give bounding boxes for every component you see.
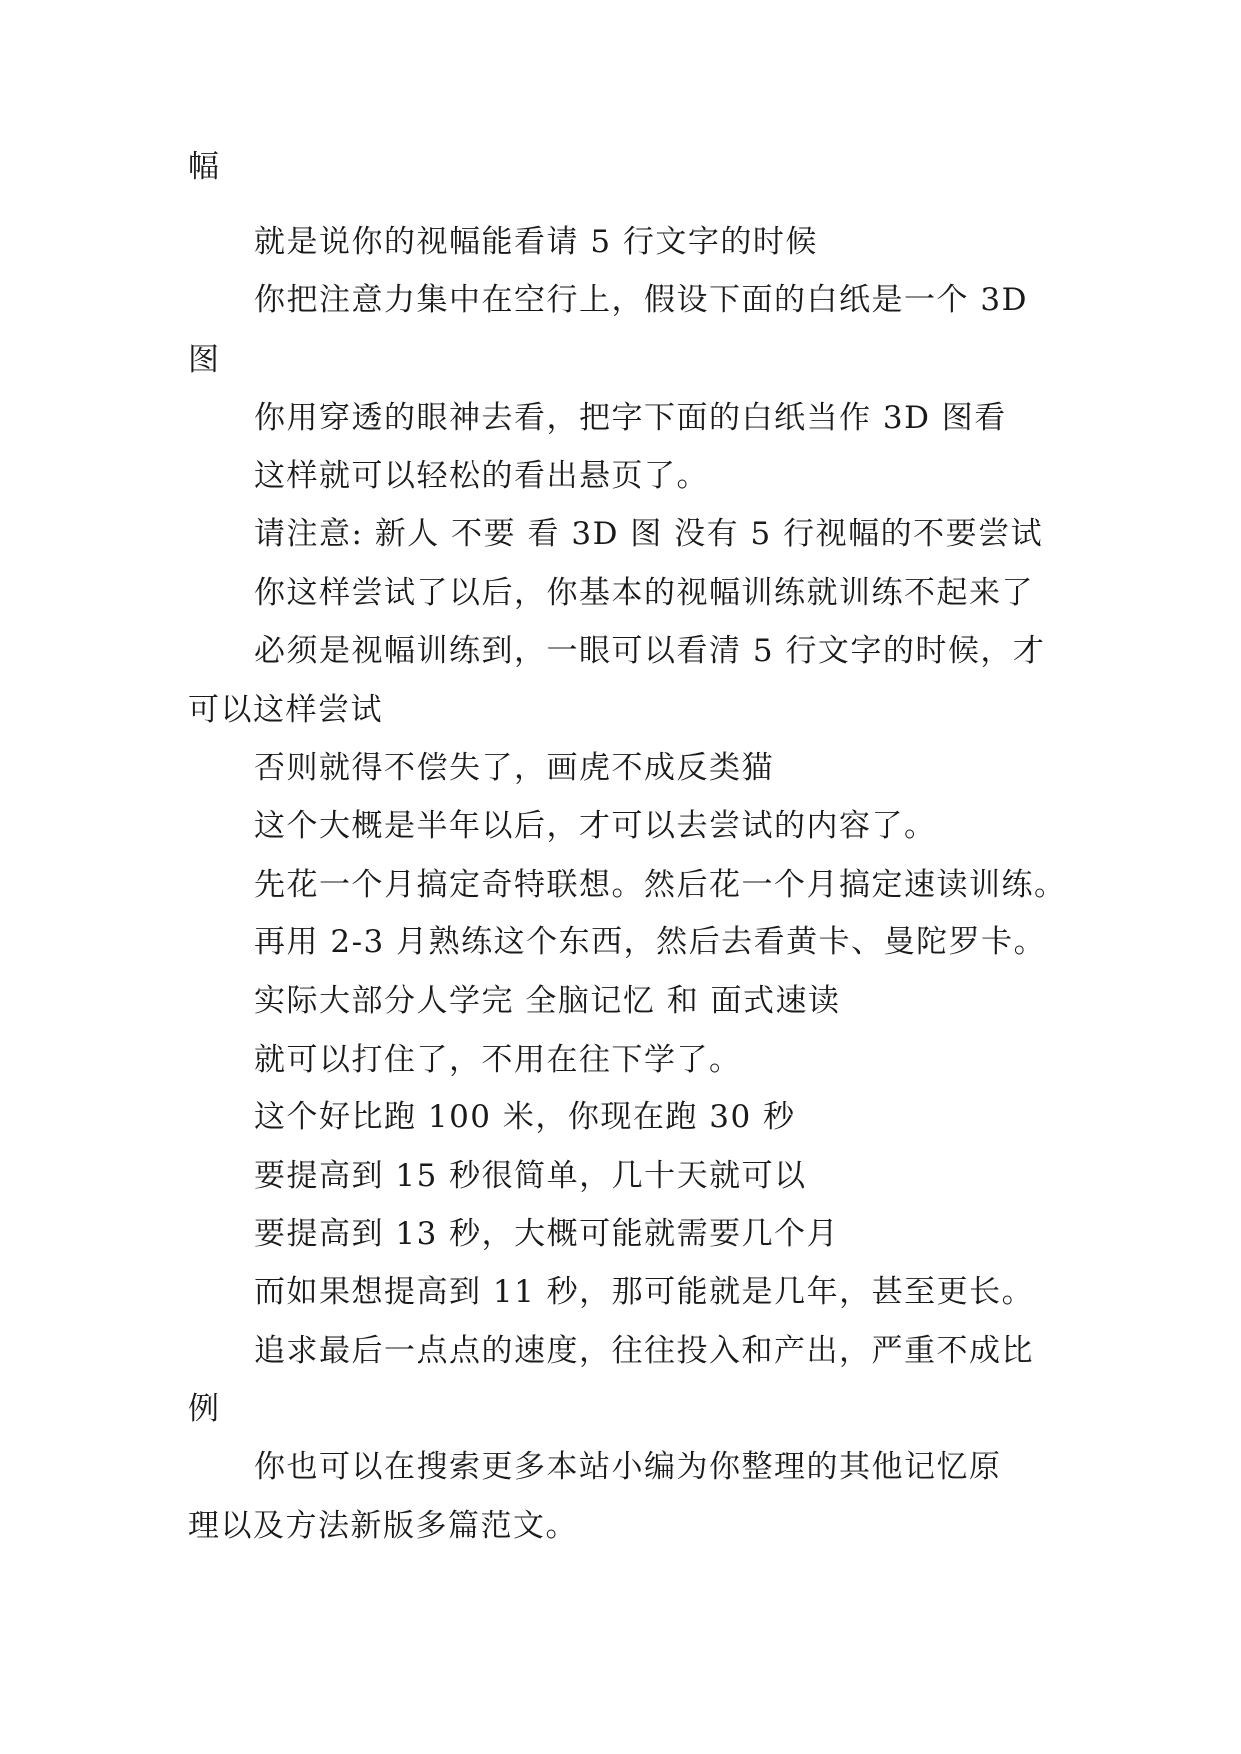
text-line: 就是说你的视幅能看请 5 行文字的时候: [254, 224, 818, 260]
text-line: 这个大概是半年以后，才可以去尝试的内容了。: [254, 808, 937, 844]
text-line: 要提高到 15 秒很简单，几十天就可以: [254, 1158, 807, 1194]
text-line: 而如果想提高到 11 秒，那可能就是几年，甚至更长。: [254, 1274, 1035, 1310]
text-line: 就可以打住了，不用在往下学了。: [254, 1042, 742, 1078]
text-line: 你也可以在搜索更多本站小编为你整理的其他记忆原: [254, 1449, 1002, 1485]
text-line: 你把注意力集中在空行上，假设下面的白纸是一个 3D: [254, 282, 1028, 318]
text-line: 再用 2-3 月熟练这个东西，然后去看黄卡、曼陀罗卡。: [254, 924, 1047, 960]
text-line: 例: [188, 1391, 221, 1427]
text-line: 追求最后一点点的速度，往往投入和产出，严重不成比: [254, 1333, 1034, 1369]
text-line: 你用穿透的眼神去看，把字下面的白纸当作 3D 图看: [254, 400, 1007, 436]
text-line: 理以及方法新版多篇范文。: [188, 1508, 578, 1544]
text-line: 请注意: 新人 不要 看 3D 图 没有 5 行视幅的不要尝试: [254, 516, 1044, 552]
text-line: 必须是视幅训练到，一眼可以看清 5 行文字的时候，才: [254, 633, 1046, 669]
text-line: 这样就可以轻松的看出悬页了。: [254, 458, 709, 494]
text-line: 图: [188, 342, 221, 378]
text-line: 要提高到 13 秒，大概可能就需要几个月: [254, 1216, 840, 1252]
text-line: 可以这样尝试: [188, 692, 383, 728]
text-line: 否则就得不偿失了，画虎不成反类猫: [254, 750, 774, 786]
text-line: 你这样尝试了以后，你基本的视幅训练就训练不起来了: [254, 575, 1034, 611]
text-line: 先花一个月搞定奇特联想。然后花一个月搞定速读训练。: [254, 867, 1067, 903]
text-line: 幅: [188, 149, 221, 185]
text-line: 实际大部分人学完 全脑记忆 和 面式速读: [254, 983, 841, 1019]
text-line: 这个好比跑 100 米，你现在跑 30 秒: [254, 1099, 796, 1135]
